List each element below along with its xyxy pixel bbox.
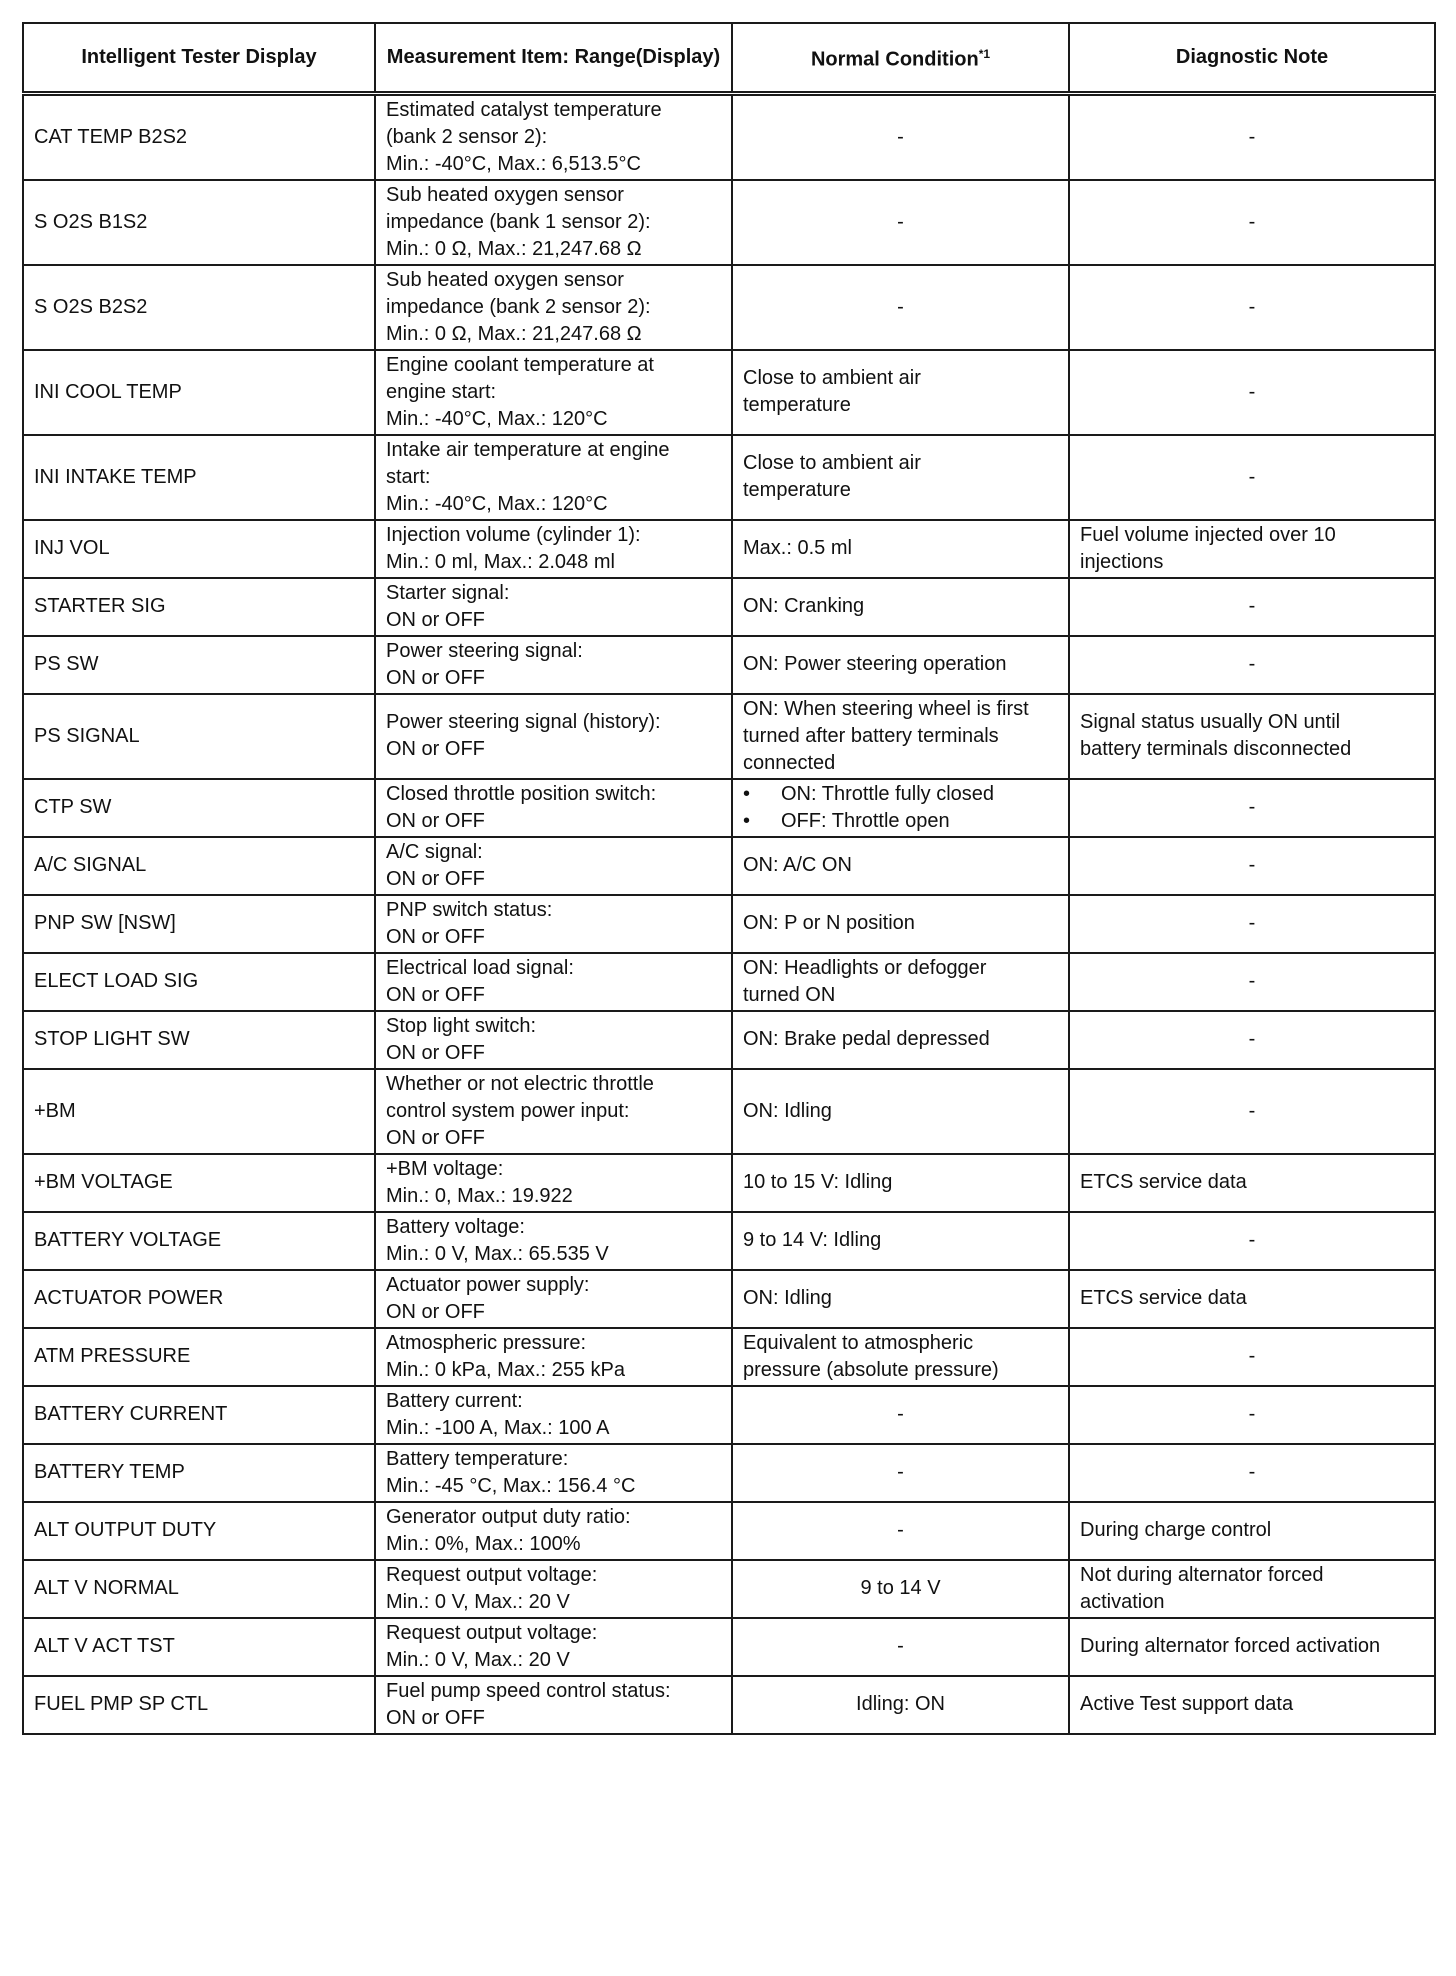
cell-line: Sub heated oxygen sensor <box>386 268 624 291</box>
cell-line: Battery voltage: <box>386 1215 525 1238</box>
diagnostic-note-cell <box>1069 1618 1435 1676</box>
diagnostic-note-cell <box>1069 1069 1435 1154</box>
table-row <box>23 1069 1435 1154</box>
tester-display-label: INI INTAKE TEMP <box>34 465 197 488</box>
measurement-cell <box>375 779 732 837</box>
tester-display-cell <box>23 578 375 636</box>
tester-display-cell <box>23 1502 375 1560</box>
cell-line: - <box>1248 465 1256 488</box>
cell-line: Min.: -40°C, Max.: 120°C <box>386 492 608 515</box>
table-row <box>23 1212 1435 1270</box>
cell-line: - <box>1248 1403 1256 1425</box>
diagnostic-note-cell <box>1069 1212 1435 1270</box>
cell-line: Min.: 0 V, Max.: 65.535 V <box>386 1242 609 1265</box>
header-diagnostic-note: Diagnostic Note <box>1069 23 1435 93</box>
cell-line: During alternator forced activation <box>1080 1635 1381 1657</box>
tester-display-label: BATTERY TEMP <box>34 1461 185 1483</box>
cell-line: control system power input: <box>386 1099 630 1122</box>
tester-display-cell <box>23 1212 375 1270</box>
tester-display-cell <box>23 953 375 1011</box>
diagnostic-note-cell <box>1069 350 1435 435</box>
diagnostic-note-cell <box>1069 636 1435 694</box>
tester-display-label: PS SIGNAL <box>34 724 140 747</box>
diagnostic-note-cell <box>1069 1676 1435 1734</box>
cell-line: - <box>1248 1229 1256 1251</box>
header-tester-display: Intelligent Tester Display <box>23 23 375 93</box>
cell-line: - <box>1248 125 1256 148</box>
cell-line: PNP switch status: <box>386 898 553 921</box>
diagnostic-note-cell <box>1069 1444 1435 1502</box>
tester-display-cell <box>23 1560 375 1618</box>
cell-line: Generator output duty ratio: <box>386 1505 631 1528</box>
normal-condition-cell <box>732 1154 1069 1212</box>
tester-display-label: S O2S B2S2 <box>34 295 148 318</box>
tester-display-cell <box>23 1386 375 1444</box>
cell-line: Close to ambient air <box>743 367 921 389</box>
table-body <box>23 93 1435 1734</box>
cell-line: ON: When steering wheel is first <box>743 697 1029 720</box>
cell-line: - <box>1248 1345 1256 1367</box>
cell-line: ON: A/C ON <box>743 854 852 876</box>
tester-display-label: BATTERY VOLTAGE <box>34 1229 222 1251</box>
diagnostic-note-cell <box>1069 180 1435 265</box>
measurement-cell <box>375 1560 732 1618</box>
cell-line: connected <box>743 751 836 774</box>
tester-display-label: PS SW <box>34 653 99 675</box>
cell-line: Starter signal: <box>386 581 510 604</box>
measurement-cell <box>375 1212 732 1270</box>
cell-line: ON or OFF <box>386 666 485 689</box>
measurement-cell <box>375 1444 732 1502</box>
cell-line: Min.: -40°C, Max.: 120°C <box>386 407 608 430</box>
footnote-marker: *1 <box>978 46 991 61</box>
cell-line: ETCS service data <box>1080 1287 1247 1309</box>
cell-line: - <box>897 1635 904 1657</box>
normal-condition-cell <box>732 520 1069 578</box>
normal-condition-cell <box>732 779 1069 837</box>
cell-line: Request output voltage: <box>386 1563 598 1586</box>
cell-line: pressure (absolute pressure) <box>743 1358 999 1381</box>
tester-display-cell <box>23 93 375 180</box>
cell-line: Signal status usually ON until <box>1080 711 1341 733</box>
tester-display-label: ALT V ACT TST <box>34 1635 175 1657</box>
cell-line: ON: Brake pedal depressed <box>743 1028 990 1050</box>
tester-display-cell <box>23 636 375 694</box>
measurement-cell <box>375 435 732 520</box>
cell-line: - <box>1248 970 1256 992</box>
cell-line: Min.: 0 ml, Max.: 2.048 ml <box>386 550 615 573</box>
cell-line: Request output voltage: <box>386 1621 598 1644</box>
diagnostic-note-cell <box>1069 1560 1435 1618</box>
diagnostic-note-cell <box>1069 953 1435 1011</box>
measurement-cell <box>375 93 732 180</box>
cell-line: Min.: -40°C, Max.: 6,513.5°C <box>386 152 641 175</box>
table-row <box>23 265 1435 350</box>
header-measurement-item: Measurement Item: Range(Display) <box>375 23 732 93</box>
tester-display-label: +BM <box>34 1099 76 1122</box>
table-row <box>23 578 1435 636</box>
diagnostic-note-cell <box>1069 265 1435 350</box>
cell-line: - <box>897 1403 904 1425</box>
normal-condition-cell <box>732 694 1069 779</box>
diagnostic-note-cell <box>1069 779 1435 837</box>
tester-display-label: ALT V NORMAL <box>34 1577 179 1599</box>
normal-condition-cell <box>732 1502 1069 1560</box>
measurement-cell <box>375 636 732 694</box>
table-row <box>23 837 1435 895</box>
tester-display-cell <box>23 1154 375 1212</box>
measurement-cell <box>375 1502 732 1560</box>
cell-line: Close to ambient air <box>743 452 921 474</box>
normal-condition-cell <box>732 578 1069 636</box>
cell-line: +BM voltage: <box>386 1157 504 1180</box>
cell-line: Closed throttle position switch: <box>386 782 657 805</box>
cell-line: 10 to 15 V: Idling <box>743 1171 893 1193</box>
cell-line: activation <box>1080 1590 1165 1613</box>
tester-display-cell <box>23 1444 375 1502</box>
cell-line: Stop light switch: <box>386 1014 537 1037</box>
cell-line: ON: Cranking <box>743 595 865 617</box>
table-row <box>23 180 1435 265</box>
normal-condition-cell <box>732 636 1069 694</box>
cell-line: Power steering signal: <box>386 639 583 662</box>
cell-line: ON or OFF <box>386 809 485 832</box>
cell-line: ON or OFF <box>386 925 485 948</box>
tester-display-label: STOP LIGHT SW <box>34 1028 190 1050</box>
diagnostic-note-cell <box>1069 578 1435 636</box>
bullet-item: • OFF: Throttle open <box>743 808 1058 835</box>
cell-line: - <box>1248 1028 1256 1050</box>
tester-display-cell <box>23 435 375 520</box>
tester-display-label: S O2S B1S2 <box>34 210 148 233</box>
cell-line: Equivalent to atmospheric <box>743 1331 974 1354</box>
table-row <box>23 1560 1435 1618</box>
cell-line: Atmospheric pressure: <box>386 1331 587 1354</box>
cell-line: - <box>897 1519 904 1541</box>
tester-display-label: +BM VOLTAGE <box>34 1171 173 1193</box>
diagnostic-note-cell <box>1069 1011 1435 1069</box>
measurement-cell <box>375 180 732 265</box>
cell-line: ON or OFF <box>386 983 485 1006</box>
tester-display-cell <box>23 265 375 350</box>
tester-display-cell <box>23 1011 375 1069</box>
cell-line: engine start: <box>386 380 497 403</box>
table-row <box>23 953 1435 1011</box>
cell-line: ON or OFF <box>386 1126 485 1149</box>
cell-line: During charge control <box>1080 1519 1272 1541</box>
cell-line: Min.: -100 A, Max.: 100 A <box>386 1416 610 1439</box>
diagnostic-note-cell <box>1069 1502 1435 1560</box>
cell-line: ON or OFF <box>386 738 485 760</box>
normal-condition-cell <box>732 895 1069 953</box>
tester-display-label: PNP SW [NSW] <box>34 912 176 934</box>
tester-display-label: A/C SIGNAL <box>34 854 147 876</box>
normal-condition-cell <box>732 1444 1069 1502</box>
cell-line: Max.: 0.5 ml <box>743 537 852 559</box>
cell-line: impedance (bank 1 sensor 2): <box>386 210 651 233</box>
table-row <box>23 779 1435 837</box>
tester-display-cell <box>23 180 375 265</box>
diagnostic-note-cell <box>1069 1386 1435 1444</box>
cell-line: - <box>1248 380 1256 403</box>
tester-display-cell <box>23 694 375 779</box>
cell-line: A/C signal: <box>386 840 483 863</box>
normal-condition-cell <box>732 265 1069 350</box>
cell-line: ON: Headlights or defogger <box>743 956 987 979</box>
table-row <box>23 1386 1435 1444</box>
table-row <box>23 350 1435 435</box>
measurement-cell <box>375 953 732 1011</box>
cell-line: - <box>1248 796 1256 818</box>
tester-display-label: CTP SW <box>34 796 112 818</box>
normal-condition-cell <box>732 93 1069 180</box>
table-row <box>23 636 1435 694</box>
cell-line: Engine coolant temperature at <box>386 353 654 376</box>
cell-line: - <box>1248 1099 1256 1122</box>
data-list-table <box>22 22 1436 1735</box>
cell-line: - <box>1248 854 1256 876</box>
diagnostic-note-cell <box>1069 694 1435 779</box>
measurement-cell <box>375 1154 732 1212</box>
tester-display-label: FUEL PMP SP CTL <box>34 1693 209 1715</box>
table-row <box>23 1011 1435 1069</box>
measurement-cell <box>375 1676 732 1734</box>
cell-line: ON: P or N position <box>743 912 915 934</box>
normal-condition-cell <box>732 1676 1069 1734</box>
cell-line: Idling: ON <box>856 1693 945 1715</box>
cell-line: Power steering signal (history): <box>386 711 661 733</box>
table-row <box>23 93 1435 180</box>
tester-display-label: CAT TEMP B2S2 <box>34 125 188 148</box>
tester-display-cell <box>23 779 375 837</box>
diagnostic-note-cell <box>1069 435 1435 520</box>
cell-line: 9 to 14 V <box>860 1577 941 1599</box>
cell-line: Battery current: <box>386 1389 523 1412</box>
table-row <box>23 520 1435 578</box>
cell-line: ON or OFF <box>386 867 485 890</box>
normal-condition-cell <box>732 350 1069 435</box>
measurement-cell <box>375 837 732 895</box>
table-row <box>23 1676 1435 1734</box>
tester-display-cell <box>23 895 375 953</box>
tester-display-label: BATTERY CURRENT <box>34 1403 228 1425</box>
cell-line: ETCS service data <box>1080 1171 1247 1193</box>
cell-line: ON: Idling <box>743 1287 832 1309</box>
diagnostic-note-cell <box>1069 93 1435 180</box>
cell-line: Min.: 0 Ω, Max.: 21,247.68 Ω <box>386 322 642 345</box>
tester-display-cell <box>23 1270 375 1328</box>
tester-display-cell <box>23 1676 375 1734</box>
normal-condition-bullets <box>743 781 1058 835</box>
normal-condition-cell <box>732 1011 1069 1069</box>
normal-condition-cell <box>732 1386 1069 1444</box>
cell-line: Fuel volume injected over 10 <box>1080 523 1336 546</box>
cell-line: Intake air temperature at engine <box>386 438 670 461</box>
cell-line: - <box>1248 912 1256 934</box>
cell-line: battery terminals disconnected <box>1080 738 1352 760</box>
normal-condition-cell <box>732 1270 1069 1328</box>
tester-display-cell <box>23 1328 375 1386</box>
cell-line: ON or OFF <box>386 1706 485 1729</box>
measurement-cell <box>375 1270 732 1328</box>
normal-condition-cell <box>732 1069 1069 1154</box>
cell-line: temperature <box>743 394 851 416</box>
measurement-cell <box>375 1618 732 1676</box>
cell-line: - <box>1248 595 1256 617</box>
tester-display-label: STARTER SIG <box>34 595 166 617</box>
cell-line: ON or OFF <box>386 1041 485 1064</box>
normal-condition-cell <box>732 435 1069 520</box>
cell-line: impedance (bank 2 sensor 2): <box>386 295 651 318</box>
cell-line: Min.: 0 V, Max.: 20 V <box>386 1648 570 1671</box>
cell-line: - <box>1248 1461 1256 1483</box>
tester-display-label: ALT OUTPUT DUTY <box>34 1519 217 1541</box>
table-row <box>23 1444 1435 1502</box>
cell-line: (bank 2 sensor 2): <box>386 125 548 148</box>
table-row <box>23 1618 1435 1676</box>
normal-condition-cell <box>732 1212 1069 1270</box>
cell-line: - <box>1248 653 1256 675</box>
cell-line: 9 to 14 V: Idling <box>743 1229 882 1251</box>
measurement-cell <box>375 578 732 636</box>
tester-display-cell <box>23 1618 375 1676</box>
cell-line: start: <box>386 465 431 488</box>
measurement-cell <box>375 895 732 953</box>
cell-line: - <box>897 210 904 233</box>
cell-line: Sub heated oxygen sensor <box>386 183 624 206</box>
cell-line: turned after battery terminals <box>743 724 999 747</box>
cell-line: Whether or not electric throttle <box>386 1072 654 1095</box>
cell-line: ON or OFF <box>386 1300 485 1323</box>
cell-line: turned ON <box>743 983 836 1006</box>
table-header-row <box>23 23 1435 93</box>
table-row <box>23 1154 1435 1212</box>
table-row <box>23 1328 1435 1386</box>
cell-line: Battery temperature: <box>386 1447 569 1470</box>
measurement-cell <box>375 1386 732 1444</box>
measurement-cell <box>375 520 732 578</box>
cell-line: Min.: 0 V, Max.: 20 V <box>386 1590 570 1613</box>
cell-line: - <box>1248 295 1256 318</box>
diagnostic-note-cell <box>1069 1154 1435 1212</box>
tester-display-cell <box>23 520 375 578</box>
diagnostic-note-cell <box>1069 1328 1435 1386</box>
cell-line: injections <box>1080 550 1164 573</box>
cell-line: temperature <box>743 479 851 501</box>
normal-condition-cell <box>732 953 1069 1011</box>
cell-line: Not during alternator forced <box>1080 1563 1324 1586</box>
normal-condition-cell <box>732 1560 1069 1618</box>
measurement-cell <box>375 350 732 435</box>
measurement-cell <box>375 1069 732 1154</box>
cell-line: Min.: -45 °C, Max.: 156.4 °C <box>386 1474 636 1497</box>
measurement-cell <box>375 1011 732 1069</box>
measurement-cell <box>375 265 732 350</box>
normal-condition-cell <box>732 180 1069 265</box>
tester-display-label: ATM PRESSURE <box>34 1345 191 1367</box>
diagnostic-note-cell <box>1069 895 1435 953</box>
table-row <box>23 435 1435 520</box>
diagnostic-note-cell <box>1069 837 1435 895</box>
measurement-cell <box>375 694 732 779</box>
bullet-item: • ON: Throttle fully closed <box>743 781 1058 808</box>
cell-line: - <box>897 125 904 148</box>
tester-display-label: INJ VOL <box>34 537 110 559</box>
tester-display-cell <box>23 350 375 435</box>
table-row <box>23 1502 1435 1560</box>
tester-display-label: ELECT LOAD SIG <box>34 970 199 992</box>
cell-line: Min.: 0 Ω, Max.: 21,247.68 Ω <box>386 237 642 260</box>
cell-line: Fuel pump speed control status: <box>386 1679 671 1702</box>
measurement-cell <box>375 1328 732 1386</box>
tester-display-cell <box>23 1069 375 1154</box>
diagnostic-note-cell <box>1069 1270 1435 1328</box>
cell-line: Estimated catalyst temperature <box>386 98 662 121</box>
normal-condition-cell <box>732 1618 1069 1676</box>
tester-display-label: INI COOL TEMP <box>34 380 182 403</box>
cell-line: ON: Idling <box>743 1099 832 1122</box>
diagnostic-note-cell <box>1069 520 1435 578</box>
cell-line: Min.: 0, Max.: 19.922 <box>386 1184 573 1207</box>
cell-line: ON: Power steering operation <box>743 653 1007 675</box>
cell-line: - <box>897 295 904 318</box>
table-row <box>23 895 1435 953</box>
cell-line: Electrical load signal: <box>386 956 574 979</box>
cell-line: Min.: 0%, Max.: 100% <box>386 1532 581 1555</box>
cell-line: ON or OFF <box>386 608 485 631</box>
cell-line: - <box>897 1461 904 1483</box>
tester-display-label: ACTUATOR POWER <box>34 1287 224 1309</box>
table-row <box>23 694 1435 779</box>
document-page <box>22 22 1434 1735</box>
cell-line: - <box>1248 210 1256 233</box>
normal-condition-cell <box>732 837 1069 895</box>
header-normal-condition: Normal Condition$^{*1}$ <box>732 23 1069 93</box>
cell-line: Actuator power supply: <box>386 1273 590 1296</box>
table-row <box>23 1270 1435 1328</box>
cell-line: Active Test support data <box>1080 1693 1294 1715</box>
tester-display-cell <box>23 837 375 895</box>
cell-line: Injection volume (cylinder 1): <box>386 523 641 546</box>
cell-line: Min.: 0 kPa, Max.: 255 kPa <box>386 1358 625 1381</box>
normal-condition-cell <box>732 1328 1069 1386</box>
